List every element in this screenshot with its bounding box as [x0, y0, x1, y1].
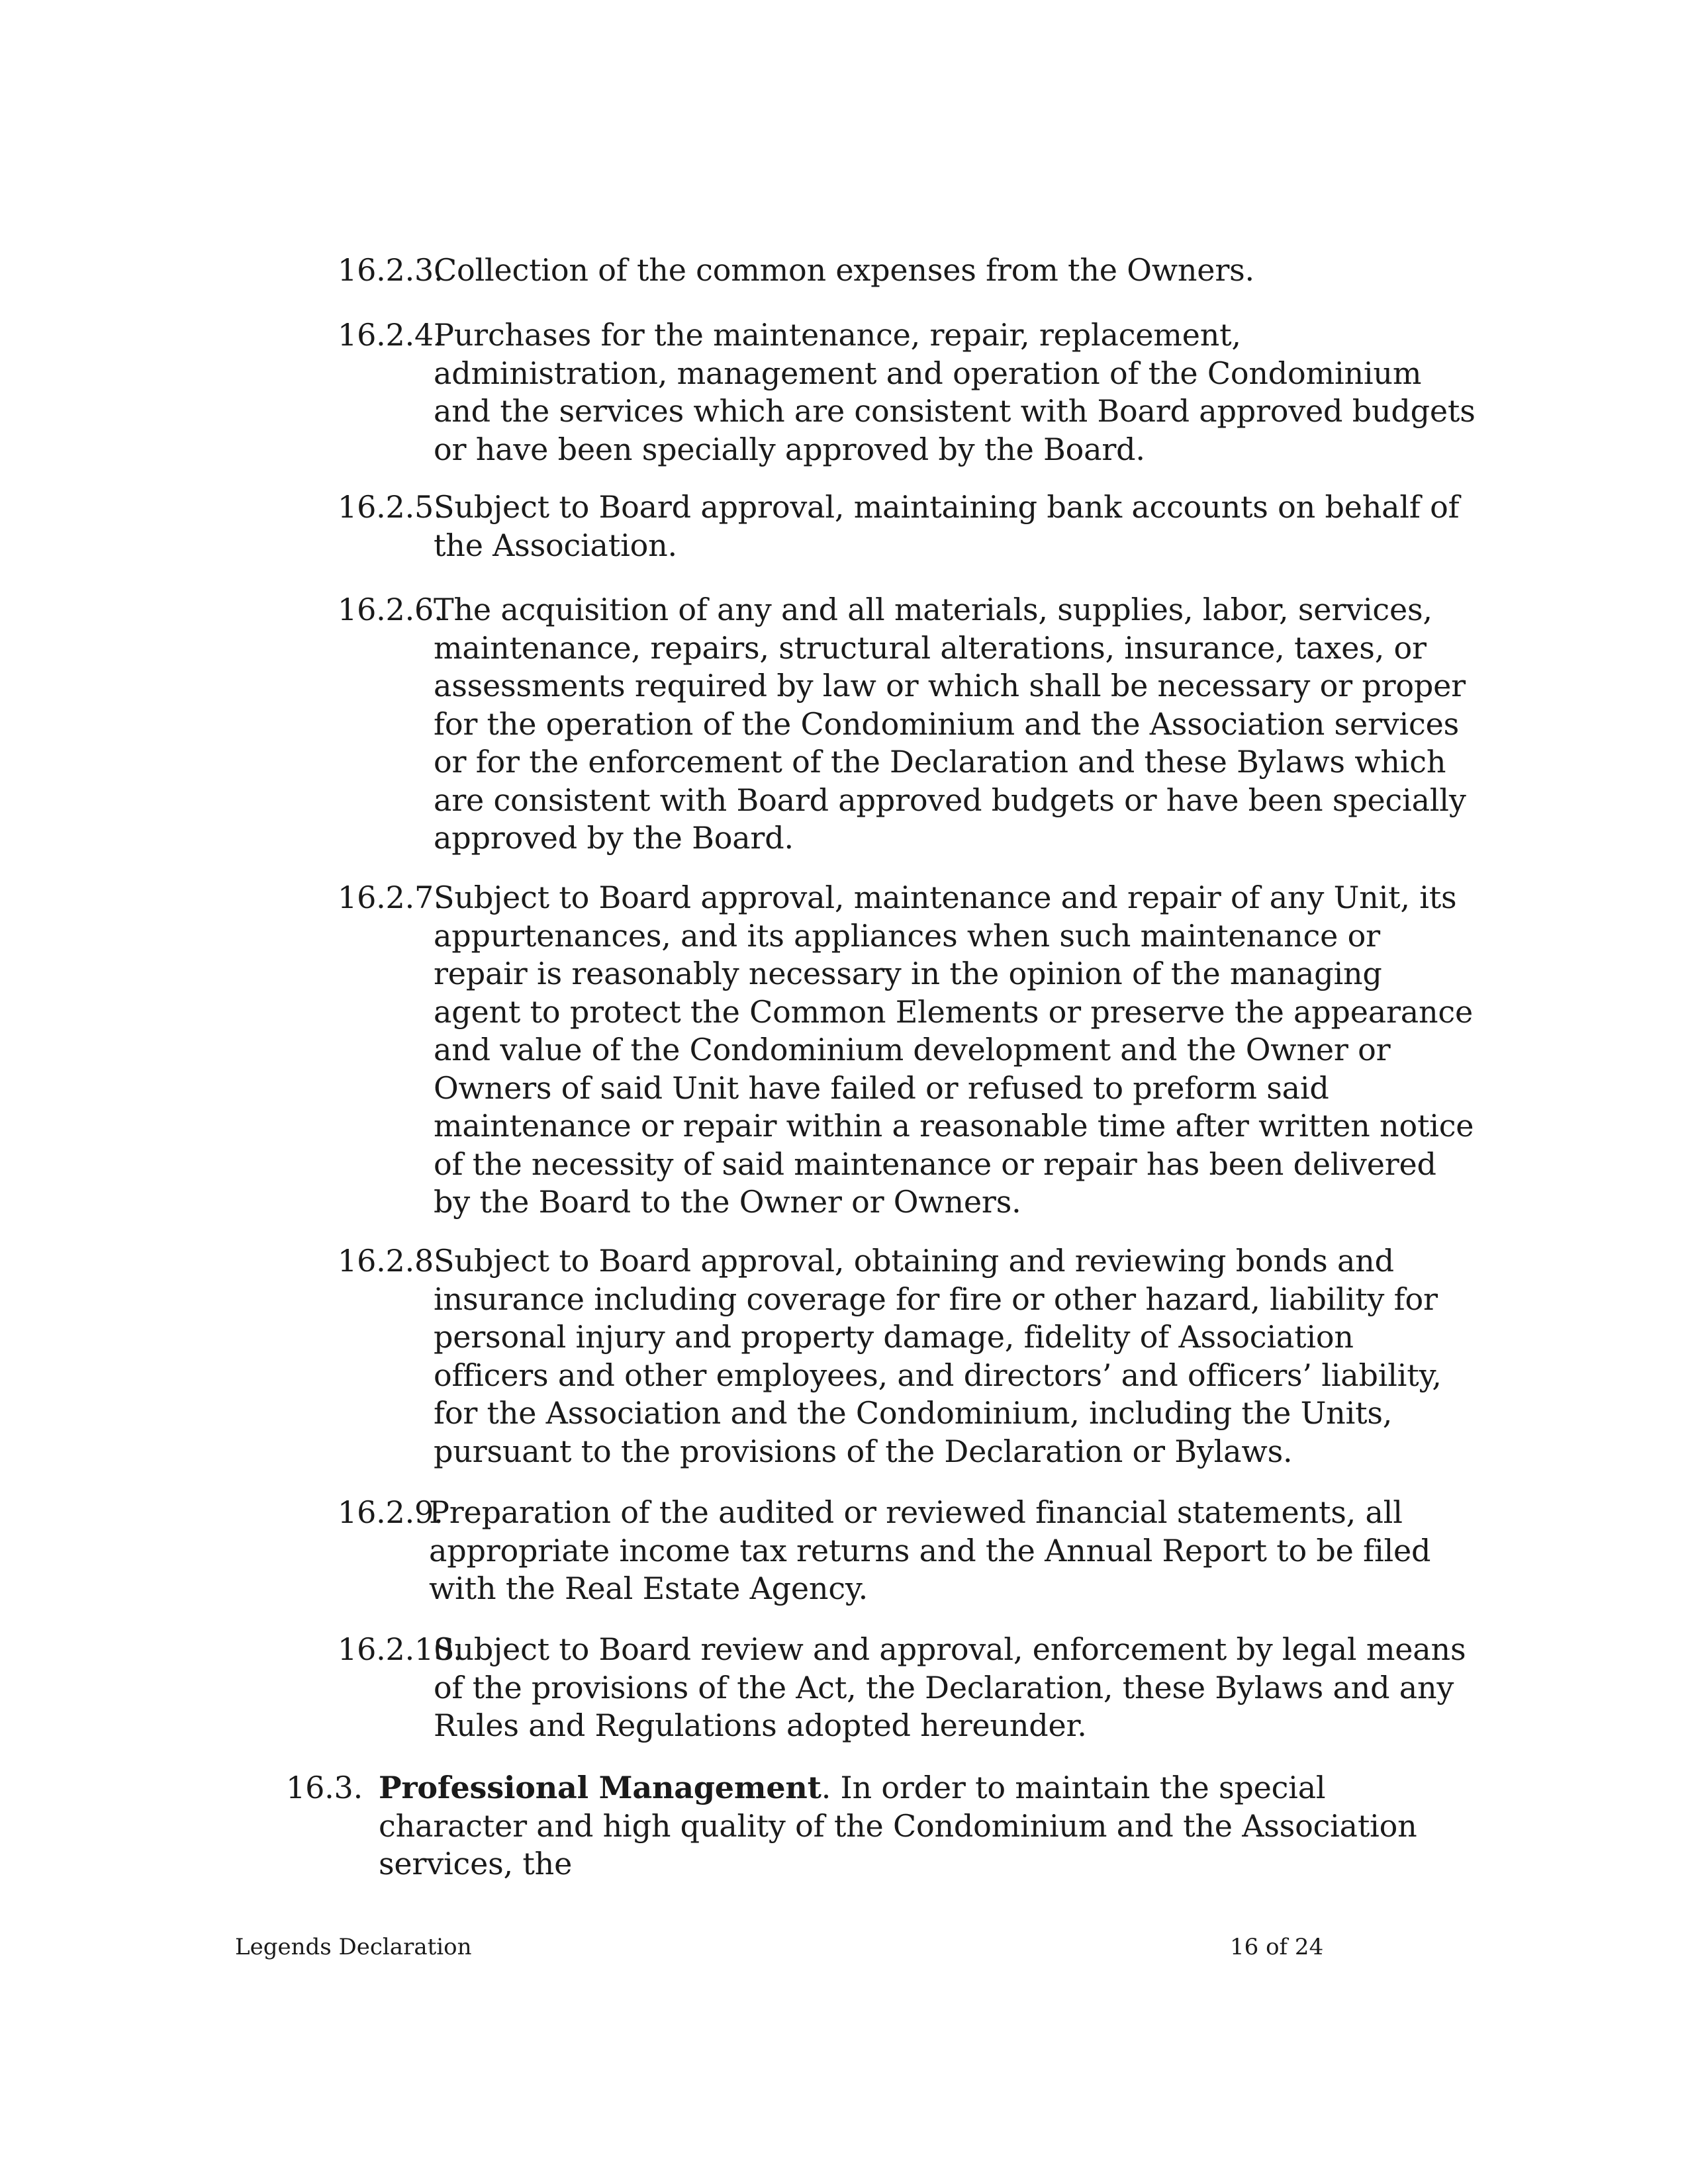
clause-text: Collection of the common expenses from the Owners. [434, 252, 1254, 288]
clause-number: 16.2.8. [338, 1243, 444, 1279]
clause-number: 16.2.4. [338, 317, 444, 353]
clause-16-2-4 [338, 316, 1476, 469]
clause-number: 16.2.10. [338, 1631, 463, 1667]
section-text [379, 1769, 1477, 1884]
section-number: 16.3. [286, 1770, 363, 1805]
clause-number: 16.2.9. [338, 1494, 444, 1530]
clause-16-2-7 [338, 879, 1476, 1222]
clause-16-2-5 [338, 488, 1476, 565]
clause-text: Subject to Board review and approval, enforcement by legal means of the provisions of the Act, the Declaration, these Bylaws and any Rules and Regulations adopted hereunder. [434, 1631, 1466, 1743]
clause-16-2-3 [338, 251, 1476, 290]
section-heading: Professional Management [379, 1770, 821, 1805]
clause-text: Preparation of the audited or reviewed financial statements, all appropriate income tax returns and the Annual Report to be filed with the Real Estate Agency. [429, 1494, 1431, 1606]
clause-text: Subject to Board approval, maintenance and repair of any Unit, its appurtenances, and its appliances when such maintenance or repair is reasonably necessary in the opinion of the managing agent to protect the Common Elements or preserve the appearance and value of the Condominium development and the Owner or Owners of said Unit have failed or refused to preform said maintenance or repair within a reasonable time after written notice of the necessity of said maintenance or repair has been delivered by the Board to the Owner or Owners. [434, 880, 1474, 1220]
clause-text: Purchases for the maintenance, repair, replacement, administration, management and operation of the Condominium and the services which are consistent with Board approved budgets or have been specially approved by the Board. [434, 317, 1476, 467]
clause-number: 16.2.6. [338, 592, 444, 627]
clause-text: Subject to Board approval, obtaining and reviewing bonds and insurance including coverage for fire or other hazard, liability for personal injury and property damage, fidelity of Association officers and other employees, and directors’ and officers’ liability, for the Association and the Condominium, including the Units, pursuant to the provisions of the Declaration or Bylaws. [434, 1243, 1442, 1469]
clause-16-2-6 [338, 591, 1476, 858]
footer-document-title: Legends Declaration [235, 1934, 472, 1960]
clause-text: The acquisition of any and all materials, supplies, labor, services, maintenance, repairs, structural alterations, insurance, taxes, or assessments required by law or which shall be necessary or proper for the operation of the Condominium and the Association services or for the enforcement of the Declaration and these Bylaws which are consistent with Board approved budgets or have been specially approved by the Board. [434, 592, 1466, 856]
clause-number: 16.2.7. [338, 880, 444, 915]
clause-16-2-9 [338, 1494, 1476, 1608]
section-16-3 [286, 1769, 1477, 1884]
clause-16-2-10 [338, 1631, 1476, 1745]
clause-text: Subject to Board approval, maintaining bank accounts on behalf of the Association. [434, 489, 1460, 563]
clause-number: 16.2.5. [338, 489, 444, 525]
clause-number: 16.2.3. [338, 252, 444, 288]
footer-page-number: 16 of 24 [1230, 1934, 1324, 1960]
clause-16-2-8 [338, 1242, 1476, 1471]
section-body: . In order to maintain the special character and high quality of the Condominium and the Association services, the [379, 1770, 1417, 1882]
